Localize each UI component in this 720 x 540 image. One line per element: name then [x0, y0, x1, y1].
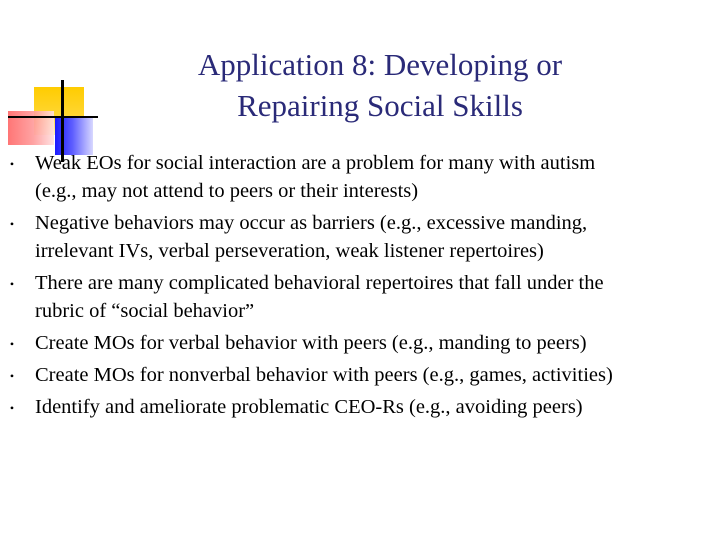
- bullet-text: Create MOs for nonverbal behavior with peers (e.g., games, activities): [35, 364, 613, 386]
- bullet-dot-icon: •: [9, 401, 15, 415]
- bullet-text: Identify and ameliorate problematic CEO-Rs (e.g., avoiding peers): [35, 396, 583, 418]
- title-line-1: Application 8: Developing or: [197, 47, 563, 82]
- bullet-text: Weak EOs for social interaction are a problem for many with autism: [35, 152, 596, 174]
- horizontal-line-decoration: [8, 116, 98, 118]
- bullet-text: (e.g., may not attend to peers or their interests): [35, 180, 419, 202]
- title-line-2: Repairing Social Skills: [237, 88, 523, 123]
- bullet-item-2: [8, 209, 718, 265]
- bullet-item-4: [8, 329, 718, 357]
- slide-title: [150, 44, 610, 126]
- bullet-dot-icon: •: [9, 277, 15, 291]
- bullet-item-1: [8, 149, 718, 205]
- bullet-item-6: [8, 393, 718, 421]
- bullet-text: rubric of “social behavior”: [35, 300, 255, 322]
- bullet-text: irrelevant IVs, verbal perseveration, weak listener repertoires): [35, 240, 544, 262]
- bullet-item-5: [8, 361, 718, 389]
- bullet-text: Create MOs for verbal behavior with peers (e.g., manding to peers): [35, 332, 587, 354]
- bullet-text: Negative behaviors may occur as barriers (e.g., excessive manding,: [35, 212, 588, 234]
- bullet-text: There are many complicated behavioral repertoires that fall under the: [35, 272, 604, 294]
- bullet-list: [8, 149, 718, 425]
- bullet-dot-icon: •: [9, 217, 15, 231]
- bullet-item-3: [8, 269, 718, 325]
- bullet-dot-icon: •: [9, 337, 15, 351]
- bullet-dot-icon: •: [9, 157, 15, 171]
- bullet-dot-icon: •: [9, 369, 15, 383]
